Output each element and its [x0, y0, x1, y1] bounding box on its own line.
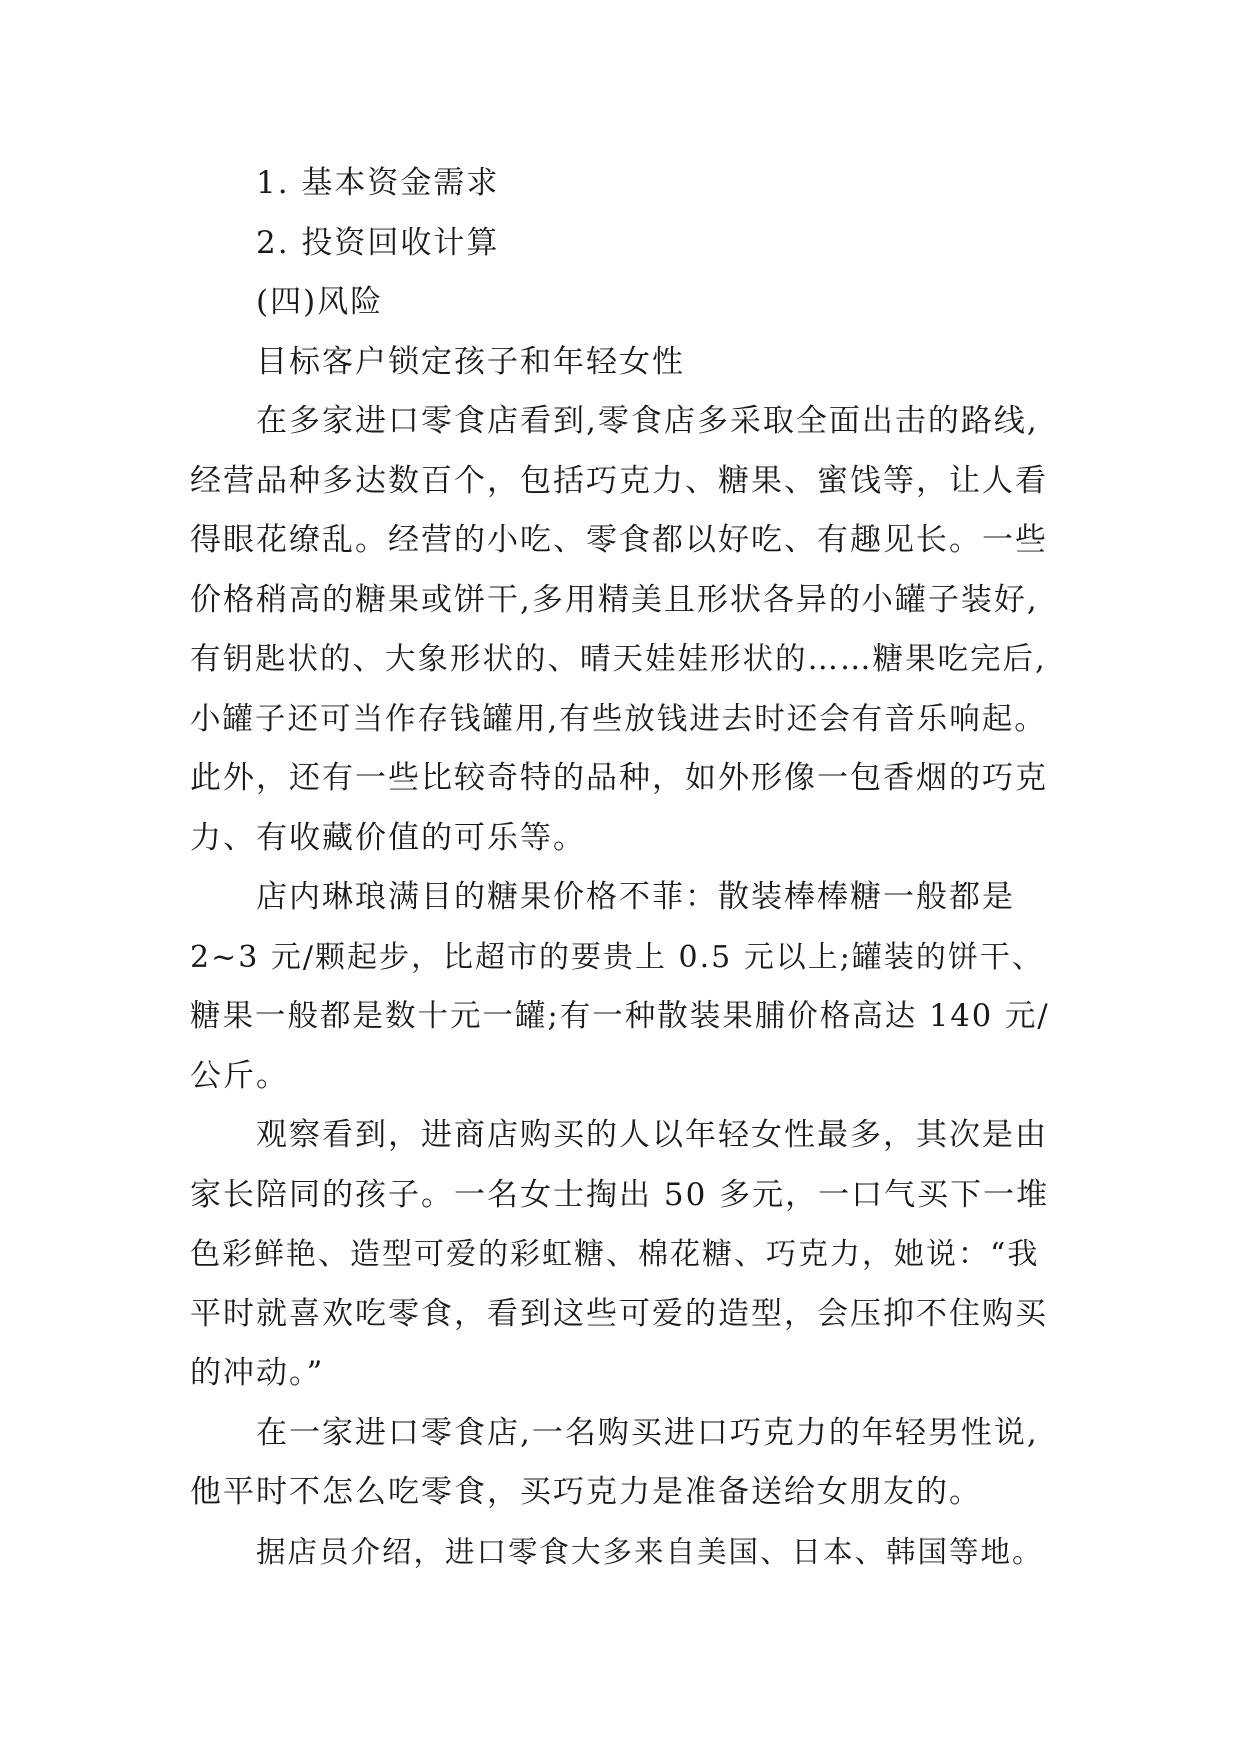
document-body: [190, 154, 1052, 1582]
paragraph-line: 2~3 元/颗起步，比超市的要贵上 0.5 元以上;罐装的饼干、: [190, 939, 1044, 975]
paragraph-line: 价格稍高的糖果或饼干,多用精美且形状各异的小罐子装好,: [190, 581, 1039, 618]
paragraph-line: 此外，还有一些比较奇特的品种，如外形像一包香烟的巧克: [190, 760, 1048, 796]
paragraph-line: 平时就喜欢吃零食，看到这些可爱的造型，会压抑不住购买: [190, 1295, 1048, 1332]
heading-funding-needs: 1. 基本资金需求: [256, 165, 500, 201]
paragraph-line: 据店员介绍，进口零食大多来自美国、日本、韩国等地。: [256, 1534, 1044, 1569]
paragraph-line: 的冲动。”: [190, 1355, 325, 1391]
paragraph-male-buyer: [190, 1404, 1052, 1523]
paragraph-line: 经营品种多达数百个，包括巧克力、糖果、蜜饯等，让人看: [190, 462, 1048, 499]
paragraph-origin: [190, 1523, 1052, 1583]
heading-investment-return: 2. 投资回收计算: [256, 224, 500, 261]
paragraph-line: 糖果一般都是数十元一罐;有一种散装果脯价格高达 140 元/: [190, 999, 1050, 1034]
paragraph-line: 得眼花缭乱。经营的小吃、零食都以好吃、有趣见长。一些: [190, 522, 1048, 558]
paragraph-line: 公斤。: [190, 1057, 289, 1094]
paragraph-line: 力、有收藏价值的可乐等。: [190, 819, 586, 856]
paragraph-line: 在多家进口零食店看到,零食店多采取全面出击的路线,: [256, 403, 1039, 439]
heading-target-customers: 目标客户锁定孩子和年轻女性: [256, 343, 685, 380]
paragraph-line: 家长陪同的孩子。一名女士掏出 50 多元，一口气买下一堆: [190, 1176, 1050, 1213]
paragraph-line: 观察看到，进商店购买的人以年轻女性最多，其次是由: [256, 1117, 1048, 1153]
paragraph-line: 有钥匙状的、大象形状的、晴天娃娃形状的……糖果吃完后,: [190, 642, 1047, 677]
paragraph-line: 他平时不怎么吃零食，买巧克力是准备送给女朋友的。: [190, 1474, 982, 1510]
heading-risk: (四)风险: [256, 284, 384, 320]
paragraph-candy-prices: [190, 868, 1052, 1106]
paragraph-line: 在一家进口零食店,一名购买进口巧克力的年轻男性说,: [256, 1414, 1039, 1451]
paragraph-line: 色彩鲜艳、造型可爱的彩虹糖、棉花糖、巧克力，她说：“我: [190, 1237, 1040, 1272]
paragraph-line: 店内琳琅满目的糖果价格不菲：散装棒棒糖一般都是: [256, 879, 1015, 915]
paragraph-store-variety: [190, 392, 1052, 868]
paragraph-buyer-observation: [190, 1106, 1052, 1404]
paragraph-line: 小罐子还可当作存钱罐用,有些放钱进去时还会有音乐响起。: [190, 701, 1047, 737]
